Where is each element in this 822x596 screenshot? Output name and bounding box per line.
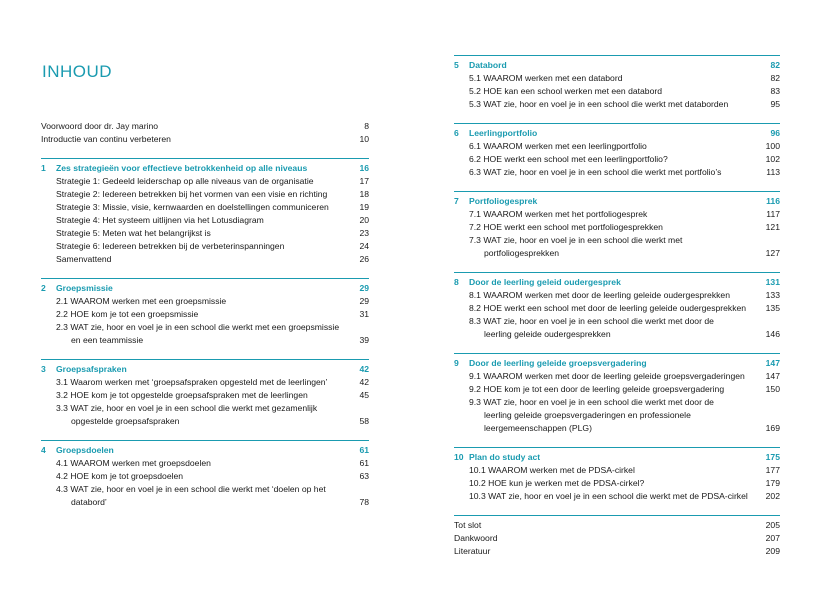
entry-text: 7.2 HOE werkt een school met portfoliogesprekken bbox=[469, 222, 663, 232]
page-number: 127 bbox=[765, 248, 780, 258]
chapter-heading[interactable] bbox=[41, 162, 369, 175]
toc-entry[interactable] bbox=[454, 85, 780, 98]
page-number: 202 bbox=[765, 491, 780, 501]
entry-text: 5.3 WAT zie, hoor en voel je in een school die werkt met databorden bbox=[469, 99, 729, 109]
entry-text: 6.2 HOE werkt een school met een leerlingportfolio? bbox=[469, 154, 668, 164]
chapter-number: 5 bbox=[454, 60, 459, 70]
chapter-heading[interactable] bbox=[454, 195, 780, 208]
page-number: 58 bbox=[359, 416, 369, 426]
chapter-number: 2 bbox=[41, 283, 46, 293]
entry-text: 4.3 WAT zie, hoor en voel je in een school die werkt met ‘doelen op het bbox=[56, 484, 326, 494]
entry-text: 3.2 HOE kom je tot opgestelde groepsafspraken met de leerlingen bbox=[56, 390, 308, 400]
entry-text: portfoliogesprekken bbox=[484, 248, 560, 258]
page-number: 26 bbox=[359, 254, 369, 264]
entry-text: 6.1 WAAROM werken met een leerlingportfolio bbox=[469, 141, 647, 151]
toc-entry-continued bbox=[41, 415, 369, 428]
entry-text: Samenvattend bbox=[56, 254, 112, 264]
toc-entry[interactable] bbox=[454, 98, 780, 111]
toc-entry[interactable] bbox=[454, 289, 780, 302]
toc-entry[interactable] bbox=[454, 490, 780, 503]
toc-entry[interactable] bbox=[41, 308, 369, 321]
entry-text: Strategie 1: Gedeeld leiderschap op alle niveaus van de organisatie bbox=[56, 176, 314, 186]
toc-entry[interactable] bbox=[454, 315, 780, 328]
entry-text: Voorwoord door dr. Jay marino bbox=[41, 121, 159, 131]
toc-entry-continued bbox=[454, 409, 780, 422]
chapter-section bbox=[41, 158, 369, 266]
chapter-section bbox=[454, 55, 780, 111]
spacer bbox=[41, 146, 369, 158]
toc-entry[interactable] bbox=[41, 389, 369, 402]
spacer bbox=[454, 435, 780, 447]
toc-entry[interactable] bbox=[454, 302, 780, 315]
page-number: 169 bbox=[765, 423, 780, 433]
intro-section bbox=[41, 120, 369, 146]
page-number: 205 bbox=[765, 520, 780, 530]
page-number: 177 bbox=[765, 465, 780, 475]
page-number: 175 bbox=[765, 452, 780, 462]
toc-entry[interactable] bbox=[41, 457, 369, 470]
toc-entry[interactable] bbox=[41, 376, 369, 389]
page-number: 18 bbox=[359, 189, 369, 199]
entry-text: 7.3 WAT zie, hoor en voel je in een school die werkt met bbox=[469, 235, 683, 245]
page-number: 113 bbox=[766, 167, 780, 177]
spacer bbox=[41, 347, 369, 359]
page-number: 19 bbox=[359, 202, 369, 212]
chapter-section bbox=[454, 191, 780, 260]
page-number: 207 bbox=[765, 533, 780, 543]
chapter-title-text: Databord bbox=[469, 60, 507, 70]
toc-left-column bbox=[41, 120, 369, 509]
chapter-title bbox=[454, 276, 780, 289]
entry-text: Introductie van continu verbeteren bbox=[41, 134, 171, 144]
toc-entry[interactable] bbox=[454, 396, 780, 409]
entry-text: en een teammissie bbox=[71, 335, 144, 345]
chapter-section bbox=[41, 278, 369, 347]
page-number: 8 bbox=[364, 121, 369, 131]
chapter-number: 7 bbox=[454, 196, 459, 206]
chapter-number: 1 bbox=[41, 163, 46, 173]
chapter-title bbox=[454, 195, 780, 208]
page-number: 147 bbox=[765, 358, 780, 368]
toc-entry[interactable] bbox=[454, 140, 780, 153]
entry-text: 4.1 WAAROM werken met groepsdoelen bbox=[56, 458, 211, 468]
toc-entry[interactable] bbox=[41, 240, 369, 253]
chapter-title-text: Door de leerling geleid oudergesprek bbox=[469, 277, 621, 287]
toc-entry[interactable] bbox=[454, 477, 780, 490]
toc-entry[interactable] bbox=[41, 188, 369, 201]
spacer bbox=[41, 428, 369, 440]
toc-right-column bbox=[454, 55, 780, 558]
chapter-number: 3 bbox=[41, 364, 46, 374]
chapter-title-text: Door de leerling geleide groepsvergadering bbox=[469, 358, 647, 368]
toc-entry-continued bbox=[41, 496, 369, 509]
toc-entry[interactable] bbox=[454, 221, 780, 234]
chapter-title bbox=[41, 444, 369, 457]
toc-entry-continued bbox=[454, 422, 780, 435]
page-number: 95 bbox=[770, 99, 780, 109]
toc-entry-continued bbox=[454, 247, 780, 260]
page-number: 179 bbox=[765, 478, 780, 488]
toc-entry[interactable] bbox=[41, 201, 369, 214]
chapter-title-text: Plan do study act bbox=[469, 452, 541, 462]
chapter-title-text: Portfoliogesprek bbox=[469, 196, 538, 206]
entry-text: 4.2 HOE kom je tot groepsdoelen bbox=[56, 471, 184, 481]
entry-text: 5.2 HOE kan een school werken met een databord bbox=[469, 86, 662, 96]
entry-text: 2.2 HOE kom je tot een groepsmissie bbox=[56, 309, 199, 319]
chapter-heading[interactable] bbox=[41, 363, 369, 376]
page-number: 31 bbox=[359, 309, 369, 319]
entry-text: 8.1 WAAROM werken met door de leerling geleide oudergesprekken bbox=[469, 290, 730, 300]
page-number: 131 bbox=[765, 277, 780, 287]
entry-text: Strategie 6: Iedereen betrekken bij de verbeterinspanningen bbox=[56, 241, 285, 251]
chapter-section bbox=[454, 447, 780, 503]
entry-text: 8.2 HOE werkt een school met door de leerling geleide oudergesprekken bbox=[469, 303, 747, 313]
entry-text: 7.1 WAAROM werken met het portfoliogesprek bbox=[469, 209, 648, 219]
toc-entry[interactable] bbox=[454, 519, 780, 532]
toc-entry[interactable] bbox=[41, 253, 369, 266]
chapter-title-text: Groepsmissie bbox=[56, 283, 113, 293]
entry-text: 9.2 HOE kom je tot een door de leerling geleide groepsvergadering bbox=[469, 384, 725, 394]
toc-entry-continued bbox=[41, 334, 369, 347]
entry-text: leergemeenschappen (PLG) bbox=[484, 423, 592, 433]
spacer bbox=[454, 503, 780, 515]
chapter-title bbox=[41, 282, 369, 295]
chapter-number: 8 bbox=[454, 277, 459, 287]
page-number: 39 bbox=[359, 335, 369, 345]
page-number: 83 bbox=[770, 86, 780, 96]
chapter-heading[interactable] bbox=[454, 59, 780, 72]
entry-text: Strategie 3: Missie, visie, kernwaarden en doelstellingen communiceren bbox=[56, 202, 329, 212]
page-number: 147 bbox=[765, 371, 780, 381]
chapter-number: 10 bbox=[454, 452, 464, 462]
chapter-heading[interactable] bbox=[41, 282, 369, 295]
page-number: 102 bbox=[765, 154, 780, 164]
page-number: 45 bbox=[359, 390, 369, 400]
toc-entry[interactable] bbox=[454, 72, 780, 85]
page-number: 117 bbox=[766, 209, 780, 219]
page-number: 121 bbox=[765, 222, 780, 232]
chapter-title bbox=[454, 59, 780, 72]
page-number: 42 bbox=[359, 364, 369, 374]
page-number: 96 bbox=[770, 128, 780, 138]
toc-entry[interactable] bbox=[41, 321, 369, 334]
toc-entry[interactable] bbox=[41, 120, 369, 133]
chapter-title bbox=[41, 363, 369, 376]
page-number: 16 bbox=[359, 163, 369, 173]
toc-entry[interactable] bbox=[454, 208, 780, 221]
chapter-title bbox=[454, 127, 780, 140]
entry-text: 10.3 WAT zie, hoor en voel je in een school die werkt met de PDSA-cirkel bbox=[469, 491, 748, 501]
toc-entry[interactable] bbox=[41, 175, 369, 188]
page-number: 82 bbox=[770, 73, 780, 83]
chapter-heading[interactable] bbox=[454, 276, 780, 289]
spacer bbox=[454, 341, 780, 353]
toc-entry[interactable] bbox=[454, 166, 780, 179]
entry-text: leerling geleide groepsvergaderingen en professionele bbox=[484, 410, 691, 420]
chapter-number: 9 bbox=[454, 358, 459, 368]
page-number: 61 bbox=[359, 445, 369, 455]
chapter-heading[interactable] bbox=[454, 357, 780, 370]
entry-text: 8.3 WAT zie, hoor en voel je in een school die werkt met door de bbox=[469, 316, 714, 326]
page-number: 116 bbox=[766, 196, 780, 206]
toc-entry[interactable] bbox=[41, 402, 369, 415]
page-number: 209 bbox=[765, 546, 780, 556]
page-number: 63 bbox=[359, 471, 369, 481]
chapter-title bbox=[454, 357, 780, 370]
entry-text: 3.1 Waarom werken met ‘groepsafspraken opgesteld met de leerlingen’ bbox=[56, 377, 328, 387]
entry-text: 2.1 WAAROM werken met een groepsmissie bbox=[56, 296, 227, 306]
spacer bbox=[41, 266, 369, 278]
entry-text: databord’ bbox=[71, 497, 107, 507]
page-number: 146 bbox=[765, 329, 780, 339]
entry-text: 2.3 WAT zie, hoor en voel je in een school die werkt met een groepsmissie bbox=[56, 322, 340, 332]
page-number: 24 bbox=[359, 241, 369, 251]
page-number: 10 bbox=[359, 134, 369, 144]
toc-entry[interactable] bbox=[41, 470, 369, 483]
toc-entry[interactable] bbox=[41, 227, 369, 240]
entry-text: leerling geleide oudergesprekken bbox=[484, 329, 611, 339]
entry-text: Dankwoord bbox=[454, 533, 498, 543]
entry-text: 6.3 WAT zie, hoor en voel je in een school die werkt met portfolio’s bbox=[469, 167, 722, 177]
page-number: 17 bbox=[359, 176, 369, 186]
chapter-section bbox=[454, 353, 780, 435]
toc-entry[interactable] bbox=[41, 214, 369, 227]
chapter-section bbox=[41, 359, 369, 428]
page-title: INHOUD bbox=[42, 62, 113, 81]
toc-entry[interactable] bbox=[454, 153, 780, 166]
chapter-heading[interactable] bbox=[454, 451, 780, 464]
page-number: 150 bbox=[765, 384, 780, 394]
toc-entry[interactable] bbox=[454, 383, 780, 396]
page-number: 23 bbox=[359, 228, 369, 238]
page-number: 82 bbox=[770, 60, 780, 70]
entry-text: 9.1 WAAROM werken met door de leerling geleide groepsvergaderingen bbox=[469, 371, 745, 381]
chapter-section bbox=[454, 272, 780, 341]
toc-entry[interactable] bbox=[41, 133, 369, 146]
toc-entry[interactable] bbox=[454, 532, 780, 545]
entry-text: Strategie 5: Meten wat het belangrijkst is bbox=[56, 228, 211, 238]
chapter-title-text: Groepsdoelen bbox=[56, 445, 114, 455]
chapter-title bbox=[41, 162, 369, 175]
toc-entry[interactable] bbox=[454, 234, 780, 247]
page-number: 42 bbox=[359, 377, 369, 387]
entry-text: Tot slot bbox=[454, 520, 482, 530]
page-number: 133 bbox=[765, 290, 780, 300]
entry-text: 10.2 HOE kun je werken met de PDSA-cirkel? bbox=[469, 478, 645, 488]
spacer bbox=[454, 260, 780, 272]
chapter-number: 6 bbox=[454, 128, 459, 138]
page-number: 29 bbox=[359, 283, 369, 293]
chapter-heading[interactable] bbox=[454, 127, 780, 140]
toc-entry[interactable] bbox=[454, 370, 780, 383]
chapter-section bbox=[41, 440, 369, 509]
chapter-section bbox=[454, 123, 780, 179]
toc-entry[interactable] bbox=[41, 483, 369, 496]
spacer bbox=[454, 179, 780, 191]
toc-entry[interactable] bbox=[41, 295, 369, 308]
page-number: 135 bbox=[765, 303, 780, 313]
page-number: 20 bbox=[359, 215, 369, 225]
entry-text: Strategie 4: Het systeem uitlijnen via het Lotusdiagram bbox=[56, 215, 264, 225]
toc-entry-continued bbox=[454, 328, 780, 341]
entry-text: 9.3 WAT zie, hoor en voel je in een school die werkt met door de bbox=[469, 397, 714, 407]
entry-text: 5.1 WAAROM werken met een databord bbox=[469, 73, 623, 83]
page-number: 29 bbox=[359, 296, 369, 306]
chapter-title bbox=[454, 451, 780, 464]
page-number: 100 bbox=[765, 141, 780, 151]
chapter-heading[interactable] bbox=[41, 444, 369, 457]
toc-entry[interactable] bbox=[454, 464, 780, 477]
page-number: 78 bbox=[359, 497, 369, 507]
entry-text: 3.3 WAT zie, hoor en voel je in een school die werkt met gezamenlijk bbox=[56, 403, 318, 413]
toc-entry[interactable] bbox=[454, 545, 780, 558]
chapter-number: 4 bbox=[41, 445, 46, 455]
entry-text: opgestelde groepsafspraken bbox=[71, 416, 180, 426]
entry-text: Literatuur bbox=[454, 546, 491, 556]
entry-text: 10.1 WAAROM werken met de PDSA-cirkel bbox=[469, 465, 635, 475]
spacer bbox=[454, 111, 780, 123]
entry-text: Strategie 2: Iedereen betrekken bij het vormen van een visie en richting bbox=[56, 189, 328, 199]
outro-section bbox=[454, 515, 780, 558]
page-number: 61 bbox=[359, 458, 369, 468]
chapter-title-text: Groepsafspraken bbox=[56, 364, 127, 374]
chapter-title-text: Zes strategieën voor effectieve betrokkenheid op alle niveaus bbox=[56, 163, 308, 173]
chapter-title-text: Leerlingportfolio bbox=[469, 128, 538, 138]
